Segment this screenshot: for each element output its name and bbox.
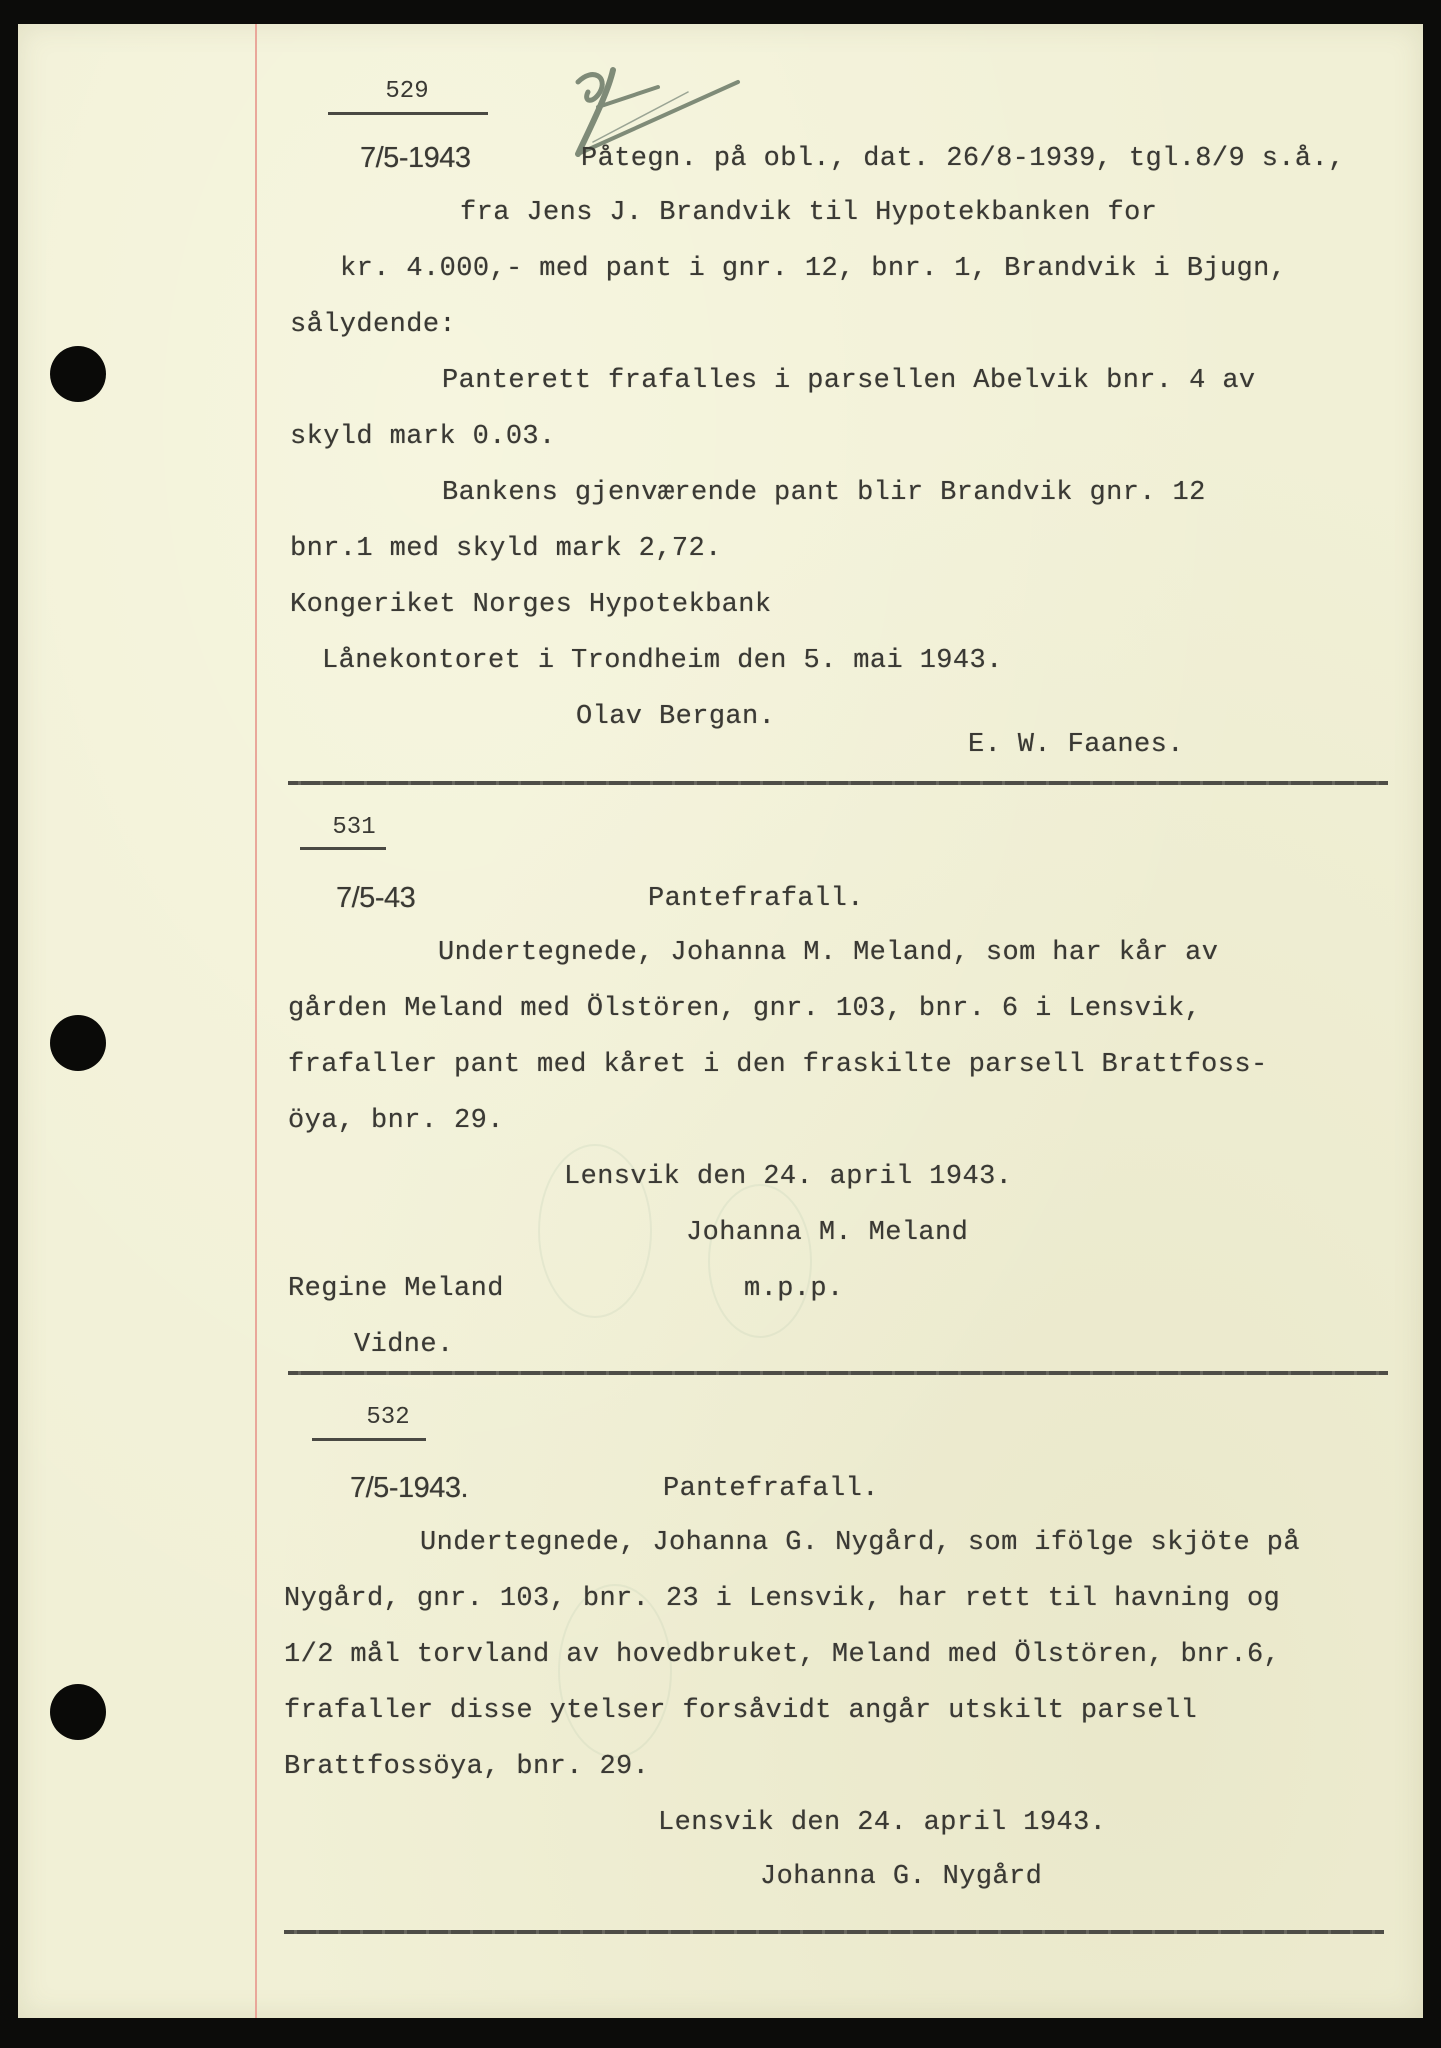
entry-date: 7/5-43 <box>336 882 416 914</box>
entry-text-line: frafaller pant med kåret i den fraskilte parsell Brattfoss- <box>288 1050 1268 1080</box>
bank-name: Kongeriket Norges Hypotekbank <box>290 590 772 620</box>
entry-text-line: skyld mark 0.03. <box>290 422 556 452</box>
place-date-line: Lensvik den 24. april 1943. <box>564 1162 1013 1192</box>
entry-date: 7/5-1943 <box>360 142 471 174</box>
signatory-name: Johanna G. Nygård <box>760 1862 1043 1892</box>
entry-text-line: kr. 4.000,- med pant i gnr. 12, bnr. 1, Brandvik i Bjugn, <box>340 254 1287 284</box>
entry-text-line: Brattfossöya, bnr. 29. <box>284 1752 650 1782</box>
entry-text-line: öya, bnr. 29. <box>288 1106 504 1136</box>
entry-text-line: Bankens gjenværende pant blir Brandvik gnr. 12 <box>442 478 1206 508</box>
entry-number: 531 <box>332 814 376 841</box>
entry-number: 532 <box>366 1404 410 1431</box>
entry-title: Pantefrafall. <box>648 884 864 914</box>
signatory-name: Johanna M. Meland <box>686 1218 969 1248</box>
entry-text-line: frafaller disse ytelser forsåvidt angår utskilt parsell <box>284 1696 1198 1726</box>
entry-divider <box>284 1930 1384 1934</box>
entry-text-line: Panterett frafalles i parsellen Abelvik bnr. 4 av <box>442 366 1256 396</box>
signatory-name: Olav Bergan. <box>576 702 776 732</box>
entry-text-line: Påtegn. på obl., dat. 26/8-1939, tgl.8/9 s.å., <box>581 144 1345 174</box>
witness-label: Vidne. <box>354 1330 454 1360</box>
entry-number: 529 <box>385 78 429 105</box>
entry-text-line: sålydende: <box>290 310 457 340</box>
entry-text-line: fra Jens J. Brandvik til Hypotekbanken for <box>460 198 1158 228</box>
punch-hole-icon <box>50 1684 106 1740</box>
red-margin-line <box>255 24 257 2018</box>
entry-number-underline <box>328 112 488 115</box>
place-date-line: Lensvik den 24. april 1943. <box>658 1808 1107 1838</box>
document-page <box>18 24 1423 2018</box>
entry-text-line: gården Meland med Ölstören, gnr. 103, bnr. 6 i Lensvik, <box>288 994 1202 1024</box>
signatory-name: E. W. Faanes. <box>968 730 1184 760</box>
entry-number-underline <box>300 847 386 850</box>
entry-number-underline <box>312 1438 426 1441</box>
entry-divider <box>288 1371 1388 1375</box>
witness-name: Regine Meland <box>288 1274 504 1304</box>
mpp-note: m.p.p. <box>744 1274 844 1304</box>
entry-text-line: Nygård, gnr. 103, bnr. 23 i Lensvik, har rett til havning og <box>284 1584 1281 1614</box>
entry-text-line: 1/2 mål torvland av hovedbruket, Meland med Ölstören, bnr.6, <box>284 1640 1281 1670</box>
entry-date: 7/5-1943. <box>350 1472 469 1504</box>
punch-hole-icon <box>50 346 106 402</box>
entry-divider <box>288 781 1388 785</box>
entry-text-line: bnr.1 med skyld mark 2,72. <box>290 534 722 564</box>
entry-text-line: Undertegnede, Johanna G. Nygård, som ifölge skjöte på <box>420 1528 1300 1558</box>
entry-text-line: Undertegnede, Johanna M. Meland, som har kår av <box>438 938 1219 968</box>
place-date-line: Lånekontoret i Trondheim den 5. mai 1943. <box>322 646 1003 676</box>
faint-stamp-mark <box>708 1184 812 1338</box>
entry-title: Pantefrafall. <box>663 1474 879 1504</box>
punch-hole-icon <box>50 1015 106 1071</box>
